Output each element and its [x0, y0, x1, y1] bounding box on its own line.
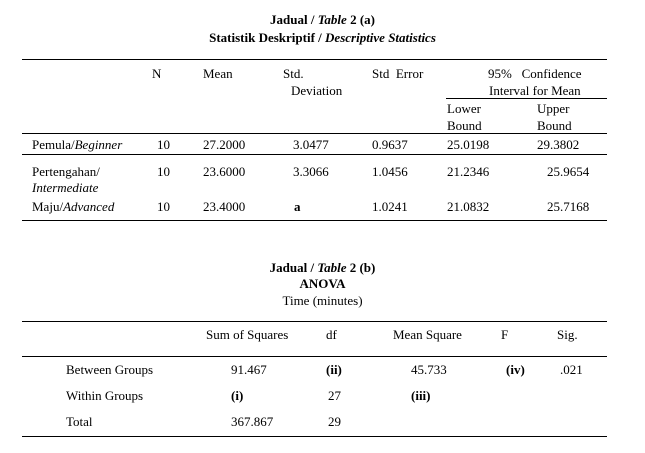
header-f: F — [501, 327, 509, 342]
cell-se: 0.9637 — [372, 137, 408, 152]
header-upper-1: Upper — [537, 101, 570, 116]
row-label: Within Groups — [66, 388, 144, 403]
header-ci-2: Interval for Mean — [489, 83, 581, 98]
cell-std: a — [294, 199, 301, 214]
cell-ss: (i) — [231, 388, 244, 403]
header-ci-1: 95% Confidence — [488, 66, 582, 81]
cell-lower: 25.0198 — [447, 137, 490, 152]
header-lower-1: Lower — [447, 101, 481, 116]
header-sig: Sig. — [557, 327, 578, 342]
cell-se: 1.0456 — [372, 164, 408, 179]
header-std-2: Deviation — [291, 83, 343, 98]
header-mean: Mean — [203, 66, 233, 81]
cell-mean: 27.2000 — [203, 137, 246, 152]
cell-lower: 21.0832 — [447, 199, 490, 214]
table-a-title: Statistik Deskriptif / Descriptive Statistics — [209, 30, 436, 45]
header-std-1: Std. — [283, 66, 304, 81]
cell-lower: 21.2346 — [447, 164, 490, 179]
cell-n: 10 — [157, 137, 170, 152]
cell-std: 3.3066 — [293, 164, 329, 179]
cell-mean: 23.6000 — [203, 164, 246, 179]
table-b-caption: Jadual / Table 2 (b) — [269, 260, 376, 275]
cell-se: 1.0241 — [372, 199, 408, 214]
header-ms: Mean Square — [393, 327, 462, 342]
table-b-subtitle: Time (minutes) — [282, 293, 363, 308]
ci-underline — [446, 98, 607, 99]
cell-ms: (iii) — [411, 388, 431, 403]
cell-sig: .021 — [560, 362, 583, 377]
table-a-caption: Jadual / Table 2 (a) — [270, 12, 375, 27]
row-label: Pertengahan/ — [32, 164, 100, 179]
cell-std: 3.0477 — [293, 137, 329, 152]
header-ss: Sum of Squares — [206, 327, 289, 342]
header-lower-2: Bound — [447, 118, 482, 133]
cell-ss: 367.867 — [231, 414, 274, 429]
cell-df: 29 — [328, 414, 341, 429]
table-a-top-rule — [22, 59, 607, 60]
row-label: Between Groups — [66, 362, 154, 377]
table-b-top-rule — [22, 321, 607, 322]
cell-n: 10 — [157, 199, 170, 214]
table-a-header-rule — [22, 133, 607, 134]
cell-n: 10 — [157, 164, 170, 179]
cell-upper: 25.7168 — [547, 199, 590, 214]
row-label: Pemula/Beginner — [32, 137, 123, 152]
cell-upper: 25.9654 — [547, 164, 590, 179]
row-label: Maju/Advanced — [32, 199, 115, 214]
header-upper-2: Bound — [537, 118, 572, 133]
cell-f: (iv) — [506, 362, 525, 377]
cell-df: (ii) — [326, 362, 342, 377]
cell-df: 27 — [328, 388, 341, 403]
cell-ms: 45.733 — [411, 362, 447, 377]
row-label: Total — [66, 414, 93, 429]
table-a-row-rule — [22, 154, 607, 155]
cell-ss: 91.467 — [231, 362, 267, 377]
row-label-sub: Intermediate — [32, 180, 99, 195]
header-df: df — [326, 327, 337, 342]
table-a-bottom-rule — [22, 220, 607, 221]
table-b-title: ANOVA — [299, 276, 346, 291]
table-b-bottom-rule — [22, 436, 607, 437]
table-b-header-rule — [22, 356, 607, 357]
cell-upper: 29.3802 — [537, 137, 580, 152]
cell-mean: 23.4000 — [203, 199, 246, 214]
header-std-error: Std Error — [372, 66, 424, 81]
header-n: N — [152, 66, 162, 81]
